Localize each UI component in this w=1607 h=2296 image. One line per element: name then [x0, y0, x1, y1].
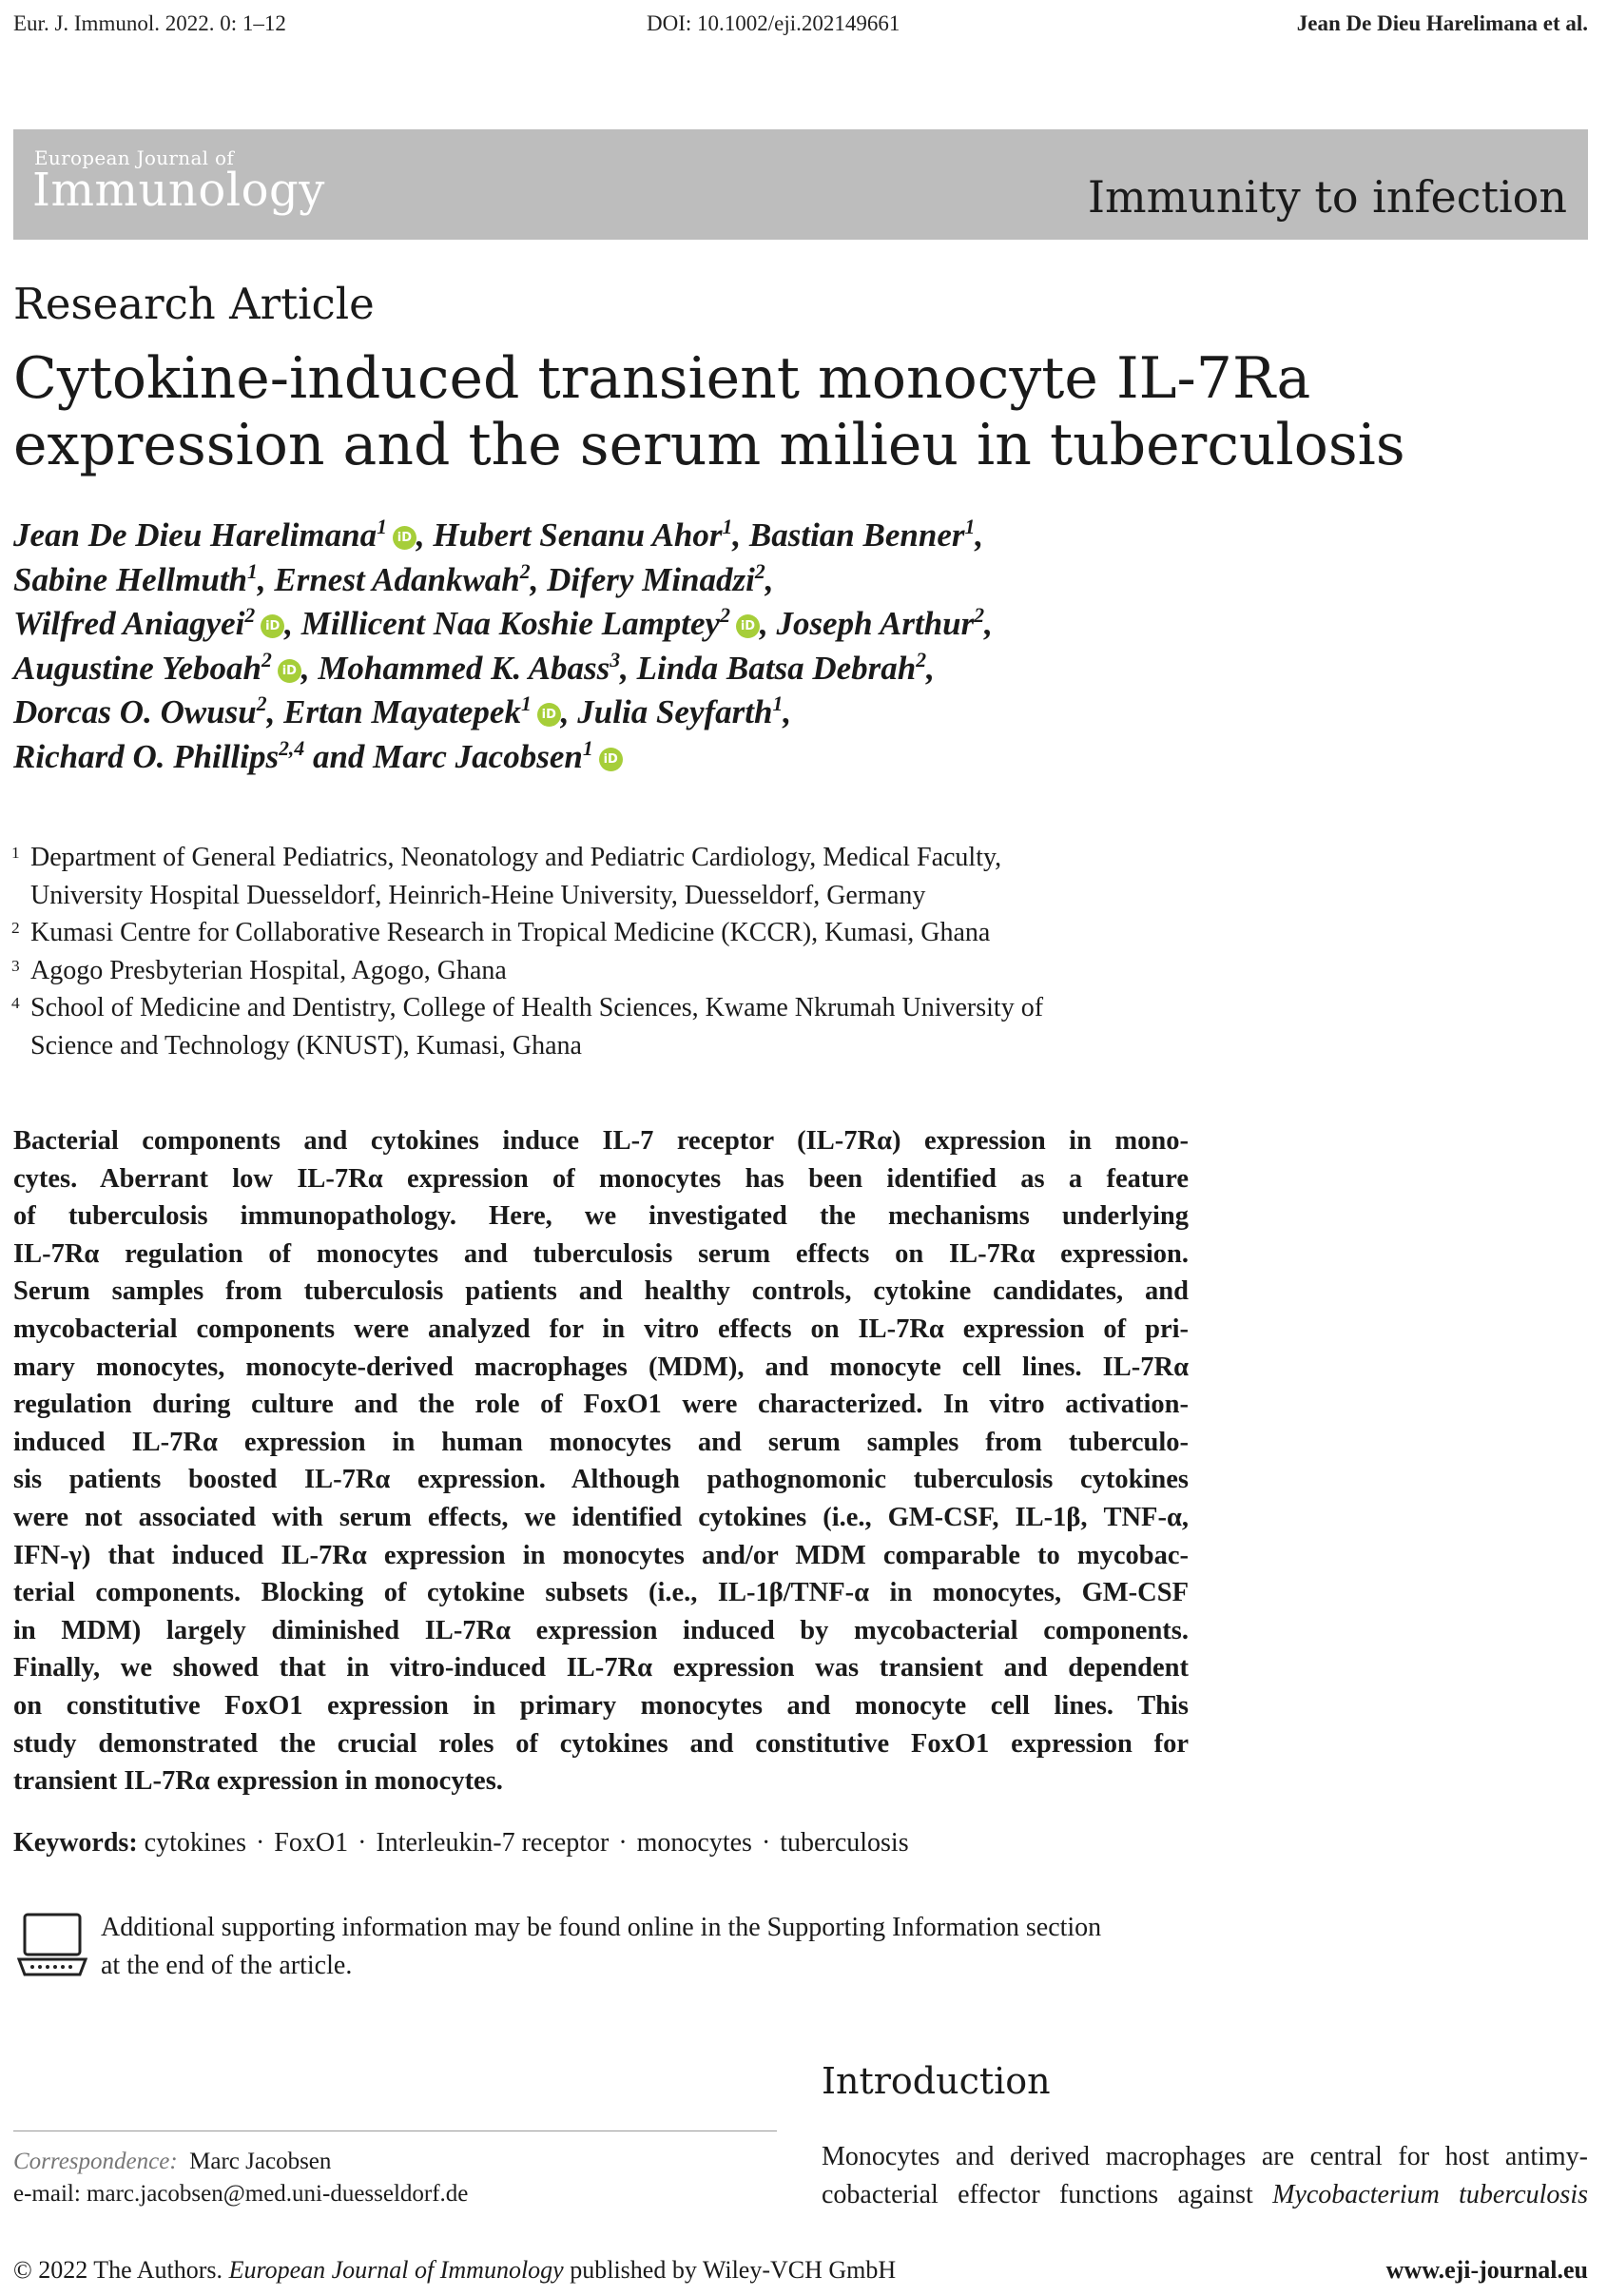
orcid-icon[interactable]: iD: [736, 614, 760, 638]
copyright-notice: © 2022 The Authors. European Journal of Immunology published by Wiley-VCH GmbH: [13, 2256, 897, 2284]
article-title: [13, 345, 1497, 478]
orcid-icon[interactable]: iD: [278, 659, 301, 683]
author-separator: ,: [530, 560, 548, 598]
author-separator: and: [304, 737, 374, 775]
journal-logo-title: Immunology: [32, 164, 325, 217]
affiliation-line: Kumasi Centre for Collaborative Research in Tropical Medicine (KCCR), Kumasi, Ghana: [30, 918, 991, 947]
orcid-icon[interactable]: iD: [537, 703, 561, 727]
author-affiliation-marker: 1: [582, 736, 593, 760]
author-affiliation-marker: 3: [610, 648, 621, 671]
author-separator: ,: [759, 605, 777, 642]
orcid-icon[interactable]: iD: [393, 526, 416, 550]
journal-url[interactable]: www.eji-journal.eu: [1385, 2256, 1588, 2284]
author-line: [13, 691, 1573, 735]
abstract-line: in MDM) largely diminished IL-7Rα expression induced by mycobacterial components.: [13, 1615, 1189, 1645]
keyword: tuberculosis: [780, 1828, 909, 1858]
abstract-line: study demonstrated the crucial roles of cytokines and constitutive FoxO1 expression for: [13, 1728, 1189, 1759]
author-affiliation-marker: 1: [772, 691, 784, 715]
author-name: Augustine Yeboah: [13, 649, 261, 687]
abstract-line: IFN-γ) that induced IL-7Rα expression in monocytes and/or MDM comparable to mycobac-: [13, 1540, 1189, 1570]
affiliation-line: University Hospital Duesseldorf, Heinrich-Heine University, Duesseldorf, Germany: [30, 880, 926, 910]
author-affiliation-marker: 2: [916, 648, 927, 671]
keyword-separator: ·: [618, 1828, 628, 1858]
affiliation-item: [11, 914, 1229, 952]
support-line: Additional supporting information may be found online in the Supporting Information section: [101, 1913, 1102, 1942]
author-name: Linda Batsa Debrah: [636, 649, 917, 687]
author-name: Difery Minadzi: [547, 560, 755, 598]
author-affiliation-marker: 1: [722, 515, 733, 538]
author-name: Mohammed K. Abass: [318, 649, 610, 687]
abstract-line: Serum samples from tuberculosis patients and healthy controls, cytokine candidates, and: [13, 1276, 1189, 1307]
keyword: Interleukin-7 receptor: [376, 1828, 610, 1858]
keywords-list: [145, 1828, 909, 1858]
affiliation-item: [11, 839, 1229, 914]
correspondence-name: Marc Jacobsen: [189, 2149, 332, 2174]
laptop-icon: [17, 1912, 87, 1978]
author-name: Jean De Dieu Harelimana: [13, 516, 378, 554]
affiliation-line: Agogo Presbyterian Hospital, Agogo, Ghana: [30, 955, 507, 985]
author-affiliation-marker: 1: [964, 515, 976, 538]
author-affiliation-marker: 2: [256, 691, 267, 715]
author-affiliation-marker: 2: [519, 559, 531, 583]
affiliation-line: Science and Technology (KNUST), Kumasi, Ghana: [30, 1030, 582, 1060]
keywords: [13, 1828, 909, 1858]
journal-banner: [13, 129, 1588, 240]
intro-line: cobacterial effector functions against Mycobacterium tuberculosis: [822, 2180, 1588, 2209]
abstract: [13, 1122, 1189, 1800]
author-line: [13, 735, 1573, 780]
author-name: Bastian Benner: [748, 516, 965, 554]
orcid-icon[interactable]: iD: [599, 748, 623, 771]
author-affiliation-marker: 2: [974, 603, 985, 627]
orcid-icon[interactable]: iD: [261, 614, 284, 638]
keyword: FoxO1: [274, 1828, 349, 1858]
support-line: at the end of the article.: [101, 1950, 353, 1980]
affiliation-number: 2: [11, 919, 20, 937]
author-separator: ,: [284, 605, 301, 642]
article-type: Research Article: [13, 279, 375, 329]
author-separator: ,: [765, 560, 774, 598]
running-head-authors: Jean De Dieu Harelimana et al.: [1296, 11, 1588, 35]
abstract-line: induced IL-7Rα expression in human monocytes and serum samples from tuberculo-: [13, 1427, 1189, 1457]
author-line: [13, 647, 1573, 691]
author-name: Millicent Naa Koshie Lamptey: [300, 605, 721, 642]
author-separator: ,: [266, 693, 284, 730]
keywords-label: Keywords:: [13, 1828, 138, 1858]
abstract-line: sis patients boosted IL-7Rα expression. Although pathognomonic tuberculosis cytokines: [13, 1465, 1189, 1495]
supporting-information-note: [101, 1909, 1204, 1984]
author-name: Joseph Arthur: [776, 605, 975, 642]
affiliation-line: Department of General Pediatrics, Neonatology and Pediatric Cardiology, Medical Faculty,: [30, 843, 1002, 872]
author-name: Ertan Mayatepek: [283, 693, 521, 730]
keyword-separator: ·: [255, 1828, 265, 1858]
author-separator: ,: [257, 560, 275, 598]
author-affiliation-marker: 1: [520, 691, 532, 715]
author-separator: ,: [560, 693, 578, 730]
affiliation-item: [11, 989, 1229, 1064]
author-name: Julia Seyfarth: [577, 693, 773, 730]
author-separator: ,: [984, 605, 993, 642]
abstract-line: transient IL-7Rα expression in monocytes.: [13, 1766, 503, 1797]
author-affiliation-marker: 2: [720, 603, 730, 627]
affiliation-item: [11, 952, 1229, 990]
author-separator: ,: [620, 649, 637, 687]
running-head-citation: Eur. J. Immunol. 2022. 0: 1–12: [13, 11, 286, 35]
keyword-separator: ·: [761, 1828, 771, 1858]
author-list: [13, 514, 1573, 779]
title-line: expression and the serum milieu in tuberculosis: [13, 412, 1405, 478]
affiliation-line: School of Medicine and Dentistry, College of Health Sciences, Kwame Nkrumah University of: [30, 993, 1044, 1022]
author-separator: ,: [975, 516, 984, 554]
keyword: monocytes: [636, 1828, 752, 1858]
author-name: Dorcas O. Owusu: [13, 693, 257, 730]
author-affiliation-marker: 2,4: [279, 736, 305, 760]
correspondence-label: Correspondence:: [13, 2149, 178, 2174]
introduction-text: [822, 2138, 1588, 2214]
author-affiliation-marker: 1: [247, 559, 258, 583]
author-separator: ,: [416, 516, 434, 554]
author-name: Richard O. Phillips: [13, 737, 280, 775]
introduction-heading: Introduction: [822, 2060, 1051, 2102]
author-separator: ,: [732, 516, 749, 554]
author-separator: ,: [926, 649, 935, 687]
abstract-line: mycobacterial components were analyzed for in vitro effects on IL-7Rα expression of pri-: [13, 1313, 1189, 1344]
section-label: Immunity to infection: [1087, 171, 1567, 223]
correspondence: [13, 2146, 468, 2210]
author-affiliation-marker: 2: [261, 648, 272, 671]
abstract-line: IL-7Rα regulation of monocytes and tuberculosis serum effects on IL-7Rα expression.: [13, 1238, 1189, 1269]
author-affiliation-marker: 1: [377, 515, 387, 538]
author-line: [13, 602, 1573, 647]
author-line: [13, 514, 1573, 558]
abstract-line: mary monocytes, monocyte-derived macrophages (MDM), and monocyte cell lines. IL-7Rα: [13, 1352, 1189, 1382]
intro-line: Monocytes and derived macrophages are central for host antimy-: [822, 2142, 1588, 2171]
author-affiliation-marker: 2: [754, 559, 765, 583]
affiliation-number: 4: [11, 994, 20, 1012]
affiliation-number: 1: [11, 844, 20, 862]
abstract-line: Bacterial components and cytokines induce IL-7 receptor (IL-7Rα) expression in mono-: [13, 1126, 1189, 1156]
affiliation-number: 3: [11, 956, 20, 975]
author-separator: ,: [300, 649, 319, 687]
journal-logo-subtitle: European Journal of: [34, 146, 235, 169]
abstract-line: cytes. Aberrant low IL-7Rα expression of monocytes has been identified as a feature: [13, 1163, 1189, 1194]
title-line: Cytokine-induced transient monocyte IL-7Ra: [13, 345, 1311, 412]
author-name: Sabine Hellmuth: [13, 560, 248, 598]
running-head-doi: DOI: 10.1002/eji.202149661: [647, 11, 900, 35]
affiliations: [11, 839, 1229, 1064]
keyword: cytokines: [144, 1828, 246, 1858]
correspondence-email[interactable]: e-mail: marc.jacobsen@med.uni-duesseldorf.de: [13, 2181, 469, 2207]
author-name: Wilfred Aniagyei: [13, 605, 245, 642]
abstract-line: were not associated with serum effects, we identified cytokines (i.e., GM-CSF, IL-1β, TNF-α,: [13, 1502, 1189, 1532]
author-name: Ernest Adankwah: [274, 560, 520, 598]
abstract-line: Finally, we showed that in vitro-induced IL-7Rα expression was transient and dependent: [13, 1653, 1189, 1683]
author-affiliation-marker: 2: [244, 603, 256, 627]
abstract-line: terial components. Blocking of cytokine subsets (i.e., IL-1β/TNF-α in monocytes, GM-CSF: [13, 1578, 1189, 1608]
abstract-line: on constitutive FoxO1 expression in primary monocytes and monocyte cell lines. This: [13, 1690, 1189, 1721]
abstract-line: regulation during culture and the role of FoxO1 were characterized. In vitro activation-: [13, 1390, 1189, 1420]
author-name: Marc Jacobsen: [373, 737, 583, 775]
abstract-line: of tuberculosis immunopathology. Here, we investigated the mechanisms underlying: [13, 1201, 1189, 1232]
author-name: Hubert Senanu Ahor: [433, 516, 723, 554]
keyword-separator: ·: [358, 1828, 367, 1858]
author-line: [13, 558, 1573, 603]
author-separator: ,: [783, 693, 792, 730]
